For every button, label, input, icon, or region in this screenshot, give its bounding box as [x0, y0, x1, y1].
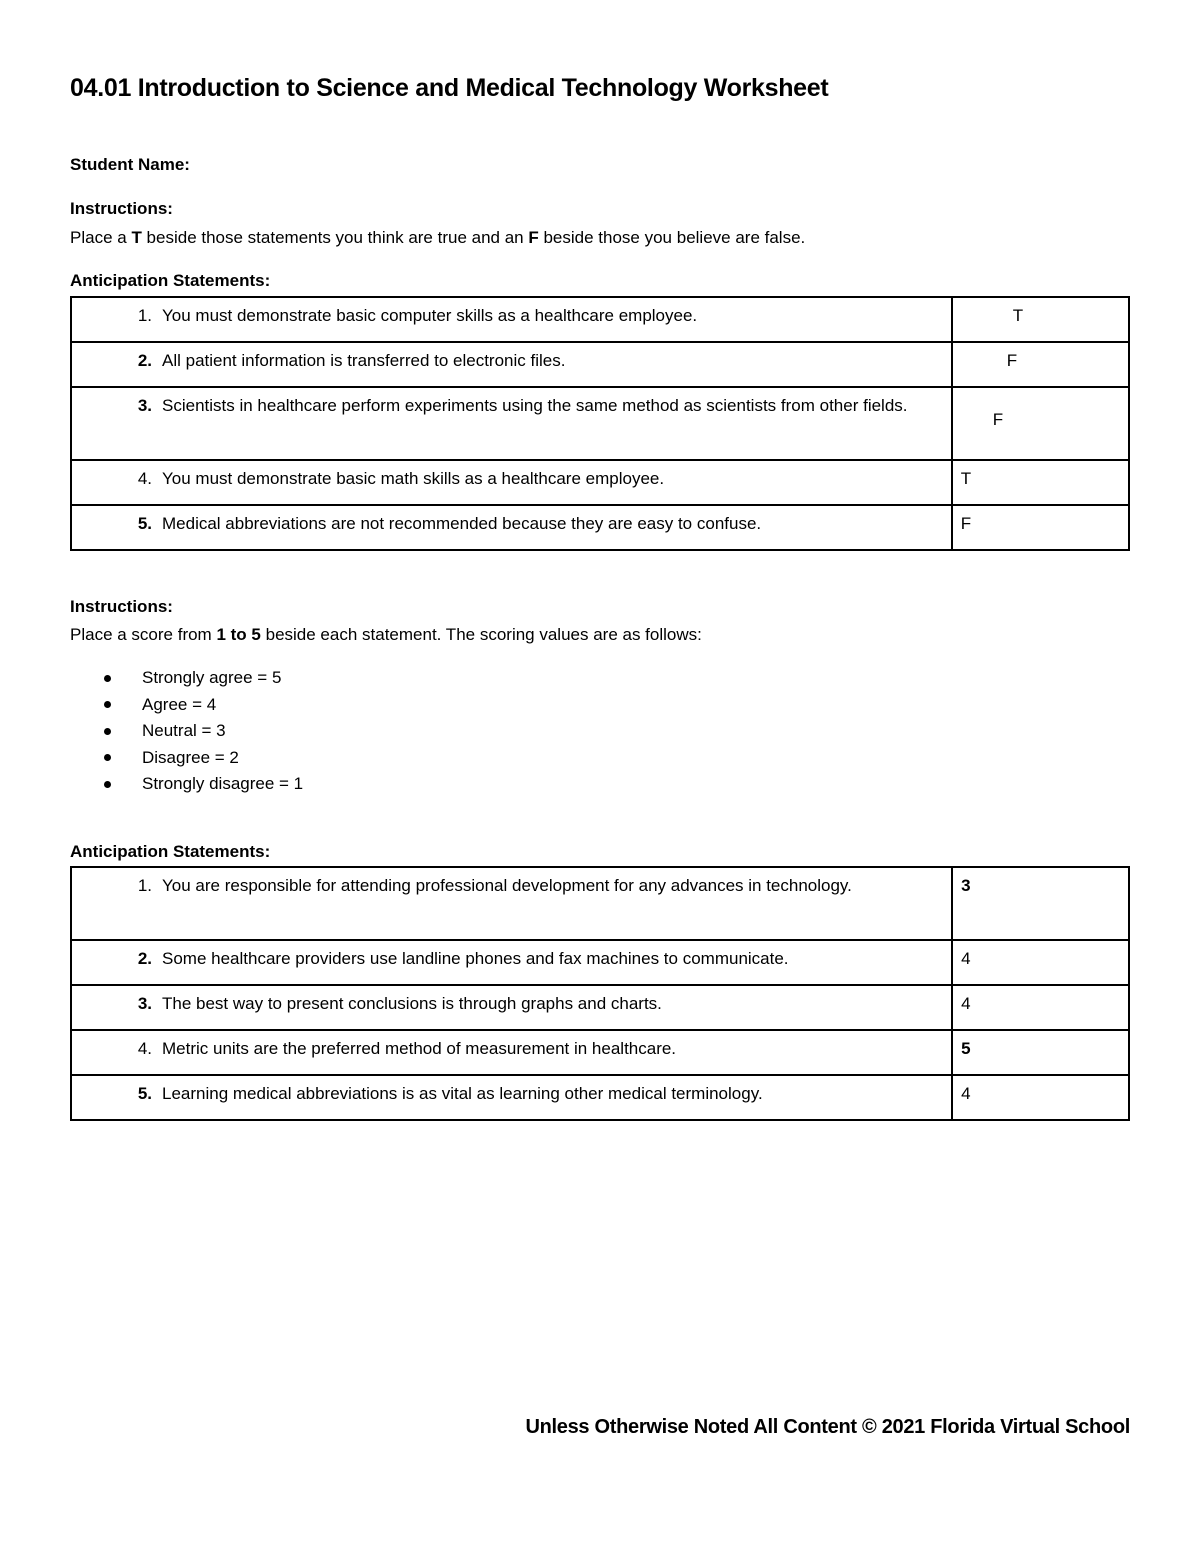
instructions-text-1 — [70, 228, 805, 248]
answer-cell[interactable] — [952, 867, 1129, 940]
statement-cell — [71, 342, 952, 387]
answer-value: 3 — [961, 876, 971, 895]
list-item — [70, 718, 303, 745]
statement-number: 4. — [137, 1039, 152, 1058]
page-title: 04.01 Introduction to Science and Medical Technology Worksheet — [70, 74, 829, 102]
instr1-seg: beside those statements you think are true and an — [141, 228, 529, 247]
bullet-icon — [72, 781, 142, 788]
answer-value: 5 — [961, 1039, 971, 1058]
anticipation-heading-1: Anticipation Statements: — [70, 271, 271, 290]
answer-value: T — [960, 469, 972, 488]
table-row — [71, 505, 1129, 550]
answer-cell[interactable] — [952, 342, 1129, 387]
instr2-max-bold: 5 — [251, 625, 261, 644]
statement-text: Medical abbreviations are not recommended because they are easy to confuse. — [162, 514, 762, 533]
statement-text: Scientists in healthcare perform experiments using the same method as scientists from other fields. — [162, 396, 908, 415]
statement-number: 2. — [137, 949, 152, 968]
answer-cell[interactable] — [952, 985, 1129, 1030]
statement-text: All patient information is transferred to electronic files. — [162, 351, 566, 370]
table-row — [71, 387, 1129, 460]
answer-value: 4 — [961, 949, 971, 968]
statement-number: 1. — [137, 306, 152, 325]
anticipation-heading-2: Anticipation Statements: — [70, 842, 271, 861]
student-name-label: Student Name: — [70, 155, 190, 174]
statement-number: 5. — [137, 514, 152, 533]
bullet-icon — [72, 754, 142, 761]
instr1-seg: Place a — [70, 228, 132, 247]
table-row — [71, 460, 1129, 505]
table-row — [71, 985, 1129, 1030]
statement-cell — [71, 867, 952, 940]
statement-cell — [71, 940, 952, 985]
bullet-icon — [72, 728, 142, 735]
table-row — [71, 297, 1129, 342]
statement-number: 5. — [137, 1084, 152, 1103]
answer-value: F — [1006, 351, 1018, 370]
statement-text: Some healthcare providers use landline phones and fax machines to communicate. — [162, 949, 789, 968]
instr1-f-bold: F — [528, 228, 539, 247]
answer-value: 4 — [961, 994, 971, 1013]
answer-cell[interactable] — [952, 297, 1129, 342]
statement-text: The best way to present conclusions is through graphs and charts. — [162, 994, 662, 1013]
instructions-label-2: Instructions: — [70, 597, 173, 616]
statement-cell — [71, 297, 952, 342]
statement-cell — [71, 505, 952, 550]
statement-number: 1. — [137, 876, 152, 895]
statement-text: You must demonstrate basic math skills as a healthcare employee. — [162, 469, 665, 488]
answer-cell[interactable] — [952, 1030, 1129, 1075]
table-row — [71, 342, 1129, 387]
scale-text: Disagree = 2 — [142, 747, 239, 767]
tf-statements-table — [70, 296, 1130, 551]
statement-number: 3. — [137, 396, 152, 415]
bullet-icon — [72, 701, 142, 708]
answer-cell[interactable] — [952, 1075, 1129, 1120]
statement-cell — [71, 1030, 952, 1075]
scale-text: Neutral = 3 — [142, 721, 226, 741]
list-item — [70, 771, 303, 798]
table-row — [71, 940, 1129, 985]
list-item — [70, 665, 303, 692]
answer-cell[interactable] — [952, 460, 1129, 505]
answer-value: F — [960, 514, 972, 533]
answer-cell[interactable] — [952, 387, 1129, 460]
statement-text: Metric units are the preferred method of measurement in healthcare. — [162, 1039, 677, 1058]
statement-text: You must demonstrate basic computer skills as a healthcare employee. — [162, 306, 698, 325]
answer-cell[interactable] — [952, 940, 1129, 985]
statement-cell — [71, 387, 952, 460]
instr2-seg: Place a score from — [70, 625, 217, 644]
scale-text: Strongly agree = 5 — [142, 668, 282, 688]
instructions-text-2 — [70, 625, 702, 645]
statement-number: 2. — [137, 351, 152, 370]
answer-cell[interactable] — [952, 505, 1129, 550]
instr1-seg: beside those you believe are false. — [538, 228, 806, 247]
answer-value: F — [992, 410, 1004, 429]
statement-text: Learning medical abbreviations is as vital as learning other medical terminology. — [162, 1084, 763, 1103]
statement-number: 4. — [137, 469, 152, 488]
answer-value: 4 — [961, 1084, 971, 1103]
table-row — [71, 867, 1129, 940]
copyright-footer: Unless Otherwise Noted All Content © 2021 Florida Virtual School — [525, 1416, 1130, 1438]
statement-cell — [71, 460, 952, 505]
scale-text: Strongly disagree = 1 — [142, 774, 304, 794]
statement-number: 3. — [137, 994, 152, 1013]
statement-cell — [71, 1075, 952, 1120]
score-statements-table — [70, 866, 1130, 1121]
scoring-scale-list — [70, 665, 303, 798]
answer-value: T — [1012, 306, 1024, 325]
list-item — [70, 692, 303, 719]
list-item — [70, 745, 303, 772]
scale-text: Agree = 4 — [142, 694, 217, 714]
instr1-t-bold: T — [131, 228, 142, 247]
bullet-icon — [72, 675, 142, 682]
instr2-seg: beside each statement. The scoring values are as follows: — [260, 625, 702, 644]
instructions-label-1: Instructions: — [70, 199, 173, 218]
instr2-to-bold: to — [225, 625, 252, 644]
statement-text: You are responsible for attending professional development for any advances in technology. — [162, 876, 852, 895]
table-row — [71, 1075, 1129, 1120]
table-row — [71, 1030, 1129, 1075]
statement-cell — [71, 985, 952, 1030]
instr2-min-bold: 1 — [216, 625, 226, 644]
